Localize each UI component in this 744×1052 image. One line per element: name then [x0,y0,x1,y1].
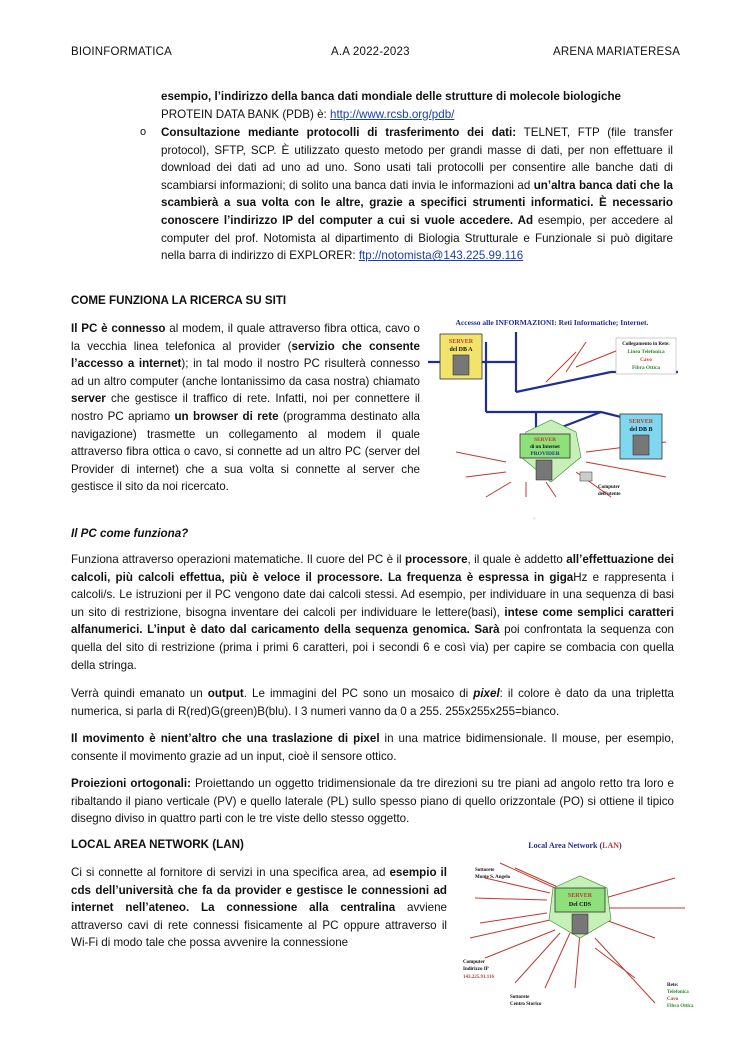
s3-text-1: Ci si connette al fornitore di servizi in una specifica area, ad [71,866,390,879]
header-course: BIOINFORMATICA [71,46,172,58]
user-computer [580,472,621,497]
lan-title-pre: Local Area Network ( [528,841,603,850]
s2p1-bold-2: all’effettuazione dei calcoli, più calcoli effettua, più è veloce il processore. La frequenza è espressa in giga [71,553,674,584]
bullet-marker: o [140,126,147,138]
bullet-bold-2: un’altra banca dati che la scambierà a sua volta con le altre, grazie a specifici strumenti informatici. È necessario conoscere l’indirizzo IP del computer a cui si vuole accedere. Ad [161,178,673,227]
section-title-lan: LOCAL AREA NETWORK (LAN) [71,838,244,851]
s2p1-text-2: , il quale è addetto [467,553,567,566]
s2p1-text-1: Funziona attraverso operazioni matematiche. Il cuore del PC è il [71,553,406,566]
lan-diagram-svg [455,838,695,1016]
lan-computer-label-2: Indirizzo IP [463,967,489,972]
link-label-0: Collegamento in Rete: [622,342,670,347]
section-title-ricerca: COME FUNZIONA LA RICERCA SU SITI [71,294,287,307]
s1-text-2: ); in tal modo il nostro PC risulterà connesso ad un altro computer (anche lontanissimo da casa nostra) chiamato [71,357,420,388]
s1-text-3: che gestisce il traffico di rete. Infatti, noi per connettere il nostro PC apriamo [71,392,420,423]
provider-label-2: di un Internet [530,445,560,450]
s2p1-bold-3: intese come semplici caratteri alfanumerici. L’input è dato dal caricamento della sequenza genomica. Sarà [71,605,674,637]
rete-label-0: Rete: [667,983,679,988]
internet-diagram-svg [426,312,678,502]
section2-paragraph-4 [71,775,674,828]
bullet-bold-1: Consultazione mediante protocolli di trasferimento dei dati: [161,126,517,139]
computer-label-1: Computer [598,485,620,490]
link-types-box [616,338,676,374]
s1-text-4: (programma destinato alla navigazione) trasmette un collegamento al modem il quale attraverso fibra ottica o cavo, si connette ad un altro PC (server del Provider di internet) che a sua volta si connette al server che gestisce il sito da noi ricercato. [71,409,421,494]
intro-paragraph [161,88,673,123]
lan-title-post: ) [619,841,622,850]
lan-computer-label-1: Computer [463,960,485,965]
s2p1-bold-1: processore [405,553,468,566]
lan-server-label-2: Del CDS [568,902,592,908]
ftp-link[interactable]: ftp://notomista@143.225.99.116 [358,249,524,263]
subnet1-label-2: Monte S. Angelo [475,875,511,880]
intro-line1: esempio, l’indirizzo della banca dati mondiale delle strutture di molecole biologiche [161,90,621,103]
watermark: · [520,511,546,524]
server-a-label-2: del DB A [449,347,473,353]
s1-text-1: al modem, il quale attraverso fibra ottica, cavo o la vecchia linea telefonica al provider ( [71,322,421,353]
header-author: ARENA MARIATERESA [553,46,681,58]
internet-diagram [426,312,678,502]
s2p2-text-1: Verrà quindi emanato un [71,687,208,700]
section1-paragraph [71,320,420,496]
lan-title-lan: LAN [602,841,620,850]
rete-label-3: Fibra Ottica [667,1004,694,1009]
s1-bold-4: un browser di rete [174,409,279,423]
s2p2-bold-1: output [207,687,244,700]
bullet-text-2: esempio, per accedere al computer del prof. Notomista al dipartimento di Biologia Strutturale e Funzionale si può digitare nella barra di indirizzo di EXPLORER: [161,213,673,263]
s2p3-text-1: in una matrice bidimensionale. Il mouse, per esempio, consente il movimento grazie ad un input, cioè il sensore ottico. [71,732,674,763]
bullet-text-1: TELNET, FTP (file transfer protocol), SFTP, SCP. È utilizzato questo metodo per grandi masse di dati, per non effettuare il download dei dati ad uno ad uno. Sono usati tali protocolli per consentire alle banche dati di scambiarsi informazioni; di solito una banca dati invia le informazioni ad [161,126,673,192]
header-year: A.A 2022-2023 [331,46,410,58]
section3-paragraph [71,864,447,952]
subnet1-label-1: Sottorete [475,868,495,873]
rete-label-1: Telefonica [667,990,689,995]
s2p1-text-3: Hz e rappresenta i calcoli/s. Le istruzioni per il PC vengono date dai calcoli stessi. Ad esempio, per individuare in una sequenza di basi un sito di restrizione, bisogna inventare dei calcoli per individuare le lettere(basi), [71,570,674,619]
server-b-label-2: del DB B [629,427,653,433]
section-title-pc: Il PC come funziona? [71,527,189,540]
lan-diagram [455,838,695,1016]
server-db-a [440,334,482,379]
provider-label-1: SERVER [533,437,557,443]
rete-label-2: Cavo [667,997,679,1002]
lan-ip-label: 143.225.91.116 [463,975,494,980]
server-provider [520,420,581,482]
s2p3-bold-1: Il movimento è nient’altro che una traslazione di pixel [71,732,380,745]
s2p1-text-4: poi confrontata la sequenza con quella del sito di restrizione (prima i primi 6 caratteri, poi i secondi 6 e così via) per capire se combacia con quella della stringa. [71,623,674,672]
link-label-3: Fibra Ottica [631,365,661,371]
server-b-label-1: SERVER [628,419,654,425]
server-db-b [620,414,662,459]
s1-bold-3: server [71,392,106,406]
pdb-link[interactable]: http://www.rcsb.org/pdb/ [330,107,455,121]
link-label-2: Cavo [640,357,652,363]
section2-paragraph-3 [71,730,674,765]
lan-server [549,876,611,938]
s3-bold-1: esempio il cds dell’università che fa da provider e gestisce le connessioni ad internet nell’ateneo. La connessione alla centralina [71,866,448,915]
computer-label-2: dell'utente [598,492,621,497]
s1-bold-2: servizio che consente l’accesso a internet [71,339,420,371]
s2p4-text-1: Proiettando un oggetto tridimensionale da tre direzioni su tre piani ad angolo retto tra loro e ribaltando il piano verticale (PV) e quello laterale (PL) sullo spesso piano di quello orizzontale (PO) si ottiene il tipico disegno diviso in quattro parti con le tre viste dello stesso oggetto. [71,777,675,826]
s3-text-2: avviene attraverso cavi di rete connessi fisicamente al PC oppure attraverso il Wi-Fi di modo tale che possa avvenire la connessione [71,901,447,950]
s2p4-bold-1: Proiezioni ortogonali: [71,777,191,790]
s2p2-text-3: : il colore è dato da una tripletta numerica, si parla di R(red)G(green)B(blu). I 3 numeri vanno da 0 a 255. 255x255x255=bianco. [71,687,674,718]
intro-line2: PROTEIN DATA BANK (PDB) è: [161,107,330,121]
diagram1-title: Accesso alle INFORMAZIONI: Reti Informatiche; Internet. [455,318,649,327]
s1-bold-1: Il PC è connesso [71,322,166,335]
s2p2-bold-2: pixel [473,687,500,700]
link-label-1: Linea Telefonica [627,349,665,355]
subnet2-label-2: Centro Storico [510,1002,542,1007]
bullet-paragraph [161,124,673,265]
s2p2-text-2: . Le immagini del PC sono un mosaico di [243,687,474,700]
provider-label-3: PROVIDER [530,451,560,457]
section2-paragraph-1 [71,551,674,674]
lan-title [528,841,622,850]
server-a-label-1: SERVER [448,339,474,345]
section2-paragraph-2 [71,685,674,720]
lan-server-label-1: SERVER [567,893,593,899]
subnet2-label-1: Sottorete [510,995,530,1000]
